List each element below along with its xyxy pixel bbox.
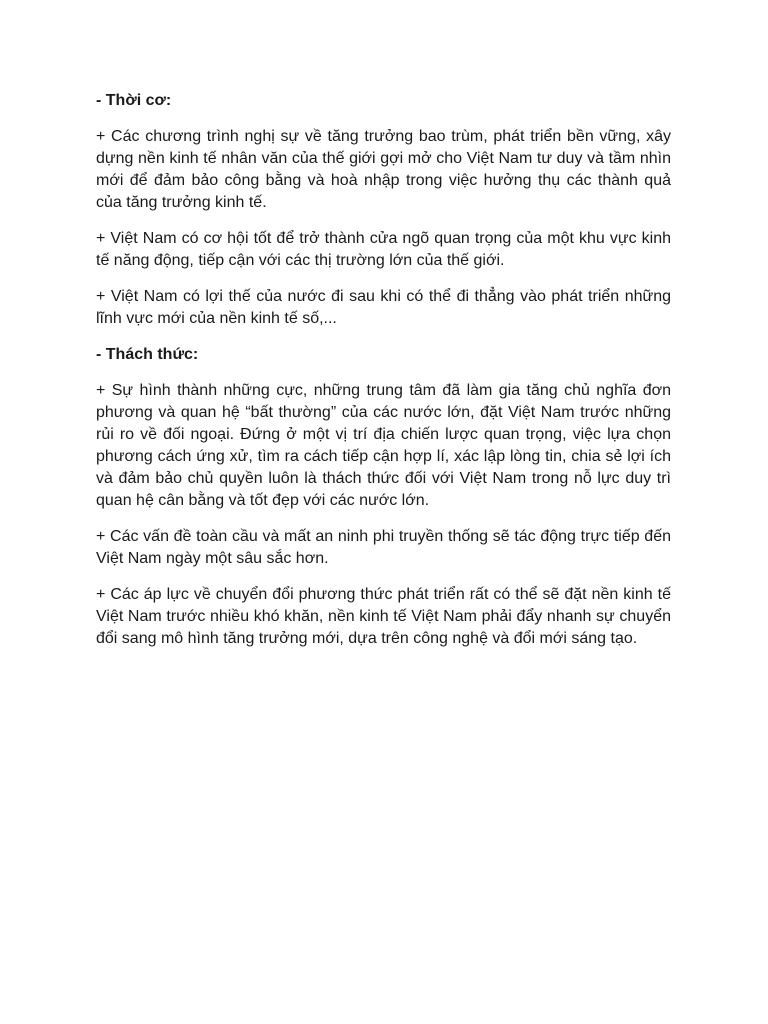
challenges-section	[96, 344, 671, 650]
opportunities-section	[96, 90, 671, 330]
challenge-paragraph: + Các áp lực về chuyển đổi phương thức phát triển rất có thể sẽ đặt nền kinh tế Việt Nam trước nhiều khó khăn, nền kinh tế Việt Nam phải đẩy nhanh sự chuyển đổi sang mô hình tăng trưởng mới, dựa trên công nghệ và đổi mới sáng tạo.	[96, 586, 671, 647]
challenge-paragraph: + Các vấn đề toàn cầu và mất an ninh phi truyền thống sẽ tác động trực tiếp đến Việt Nam ngày một sâu sắc hơn.	[96, 528, 671, 567]
opportunity-paragraph: + Việt Nam có lợi thế của nước đi sau khi có thể đi thẳng vào phát triển những lĩnh vực mới của nền kinh tế số,...	[96, 288, 671, 327]
challenge-paragraph: + Sự hình thành những cực, những trung tâm đã làm gia tăng chủ nghĩa đơn phương và quan hệ “bất thường” của các nước lớn, đặt Việt Nam trước những rủi ro về đối ngoại. Đứng ở một vị trí địa chiến lược quan trọng, việc lựa chọn phương cách ứng xử, tìm ra cách tiếp cận hợp lí, xác lập lòng tin, chia sẻ lợi ích và đảm bảo chủ quyền luôn là thách thức đối với Việt Nam trong nỗ lực duy trì quan hệ cân bằng và tốt đẹp với các nước lớn.	[96, 382, 671, 509]
opportunity-paragraph: + Việt Nam có cơ hội tốt để trở thành cửa ngõ quan trọng của một khu vực kinh tế năng động, tiếp cận với các thị trường lớn của thế giới.	[96, 230, 671, 269]
opportunity-paragraph: + Các chương trình nghị sự về tăng trưởng bao trùm, phát triển bền vững, xây dựng nền kinh tế nhân văn của thế giới gợi mở cho Việt Nam tư duy và tầm nhìn mới để đảm bảo công bằng và hoà nhập trong việc hưởng thụ các thành quả của tăng trưởng kinh tế.	[96, 128, 671, 211]
challenges-heading: - Thách thức:	[96, 346, 199, 363]
opportunities-heading: - Thời cơ:	[96, 92, 172, 109]
document-page	[96, 90, 671, 664]
